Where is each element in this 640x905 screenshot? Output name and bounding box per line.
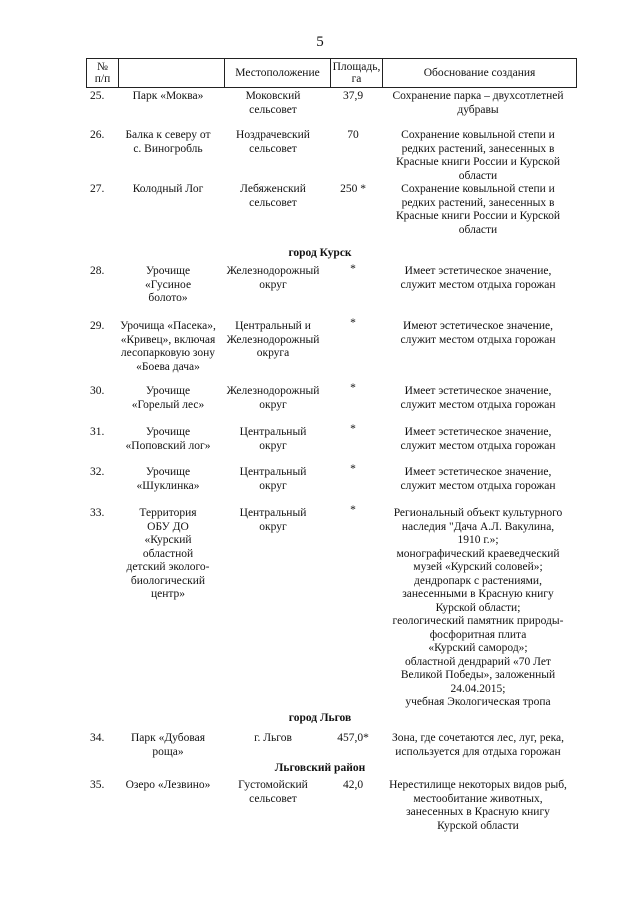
row-32-reason: Имеет эстетическое значение, служит местом отдыха горожан [400,466,556,492]
row-31-num: 31. [90,426,105,438]
row-34-reason: Зона, где сочетаются лес, луг, река, используется для отдыха горожан [392,732,564,758]
row-29-location: Центральный и Железнодорожный округа [226,320,320,359]
header-area-label: Площадь, га [332,61,381,85]
row-33-name: Территория ОБУ ДО «Курский областной детский эколого- биологический центр» [126,507,210,600]
row-31-reason: Имеет эстетическое значение, служит местом отдыха горожан [400,426,556,452]
row-27-location: Лебяженский сельсовет [240,183,306,209]
row-26-area: 70 [347,129,359,141]
row-25-area: 37,9 [342,90,364,102]
row-32-name: Урочище «Шуклинка» [136,466,200,492]
row-26-location: Ноздрачевский сельсовет [236,129,310,155]
row-35-location: Густомойский сельсовет [238,779,308,805]
row-34-num: 34. [90,732,105,744]
header-num-label: № п/п [94,61,111,85]
row-32-num: 32. [90,466,105,478]
row-29-area: * [350,317,356,329]
row-33-area: * [350,504,356,516]
row-28-num: 28. [90,265,105,277]
row-30-name: Урочище «Горелый лес» [131,385,205,411]
section-kursk: город Курск [288,247,352,259]
section-lgov-city: город Льгов [288,712,352,724]
row-28-area: * [350,263,356,275]
row-27-reason: Сохранение ковыльной степи и редких растений, занесенных в Красные книги России и Курской области [395,183,560,236]
row-33-reason: Региональный объект культурного наследия "Дача А.Л. Вакулина, 1910 г.»; монографический краеведческий музей «Курский соловей»; дендропарк с растениями, занесенными в Красную книгу Курской области; геологический памятник природы- фосфоритная плита «Курский самород»; областной дендрарий «70 Лет Великой Победы», заложенный 24.04.2015; учебная Экологическая тропа [392,507,564,708]
row-31-name: Урочище «Поповский лог» [125,426,211,452]
row-35-reason: Нерестилище некоторых видов рыб, местообитание животных, занесенных в Красную книгу Курской области [389,779,567,832]
row-29-num: 29. [90,320,105,332]
row-25-name: Парк «Моква» [132,90,204,102]
row-29-reason: Имеют эстетическое значение, служит местом отдыха горожан [400,320,556,346]
row-35-name: Озеро «Лезвино» [125,779,211,791]
row-25-num: 25. [90,90,105,102]
row-34-location: г. Льгов [254,732,292,744]
row-31-location: Центральный округ [239,426,307,452]
row-33-num: 33. [90,507,105,519]
row-26-reason: Сохранение ковыльной степи и редких растений, занесенных в Красные книги России и Курской области [395,129,560,182]
row-34-name: Парк «Дубовая роща» [130,732,206,758]
row-33-location: Центральный округ [239,507,307,533]
row-25-location: Моковский сельсовет [245,90,301,116]
header-reason-label: Обоснование создания [423,67,536,79]
row-28-reason: Имеет эстетическое значение, служит местом отдыха горожан [400,265,556,291]
row-30-num: 30. [90,385,105,397]
row-34-area: 457,0* [337,732,369,744]
header-location-label: Местоположение [235,67,320,79]
row-31-area: * [350,423,356,435]
row-26-num: 26. [90,129,105,141]
row-29-name: Урочища «Пасека», «Кривец», включая лесопарковую зону «Боева дача» [120,320,216,373]
row-28-name: Урочище «Гусиное болото» [144,265,192,304]
row-35-area: 42,0 [342,779,364,791]
row-25-reason: Сохранение парка – двухсотлетней дубравы [392,90,564,116]
row-28-location: Железнодорожный округ [226,265,320,291]
row-27-num: 27. [90,183,105,195]
row-26-name: Балка к северу от с. Виногробль [125,129,211,155]
page-number: 5 [316,34,324,50]
row-30-reason: Имеет эстетическое значение, служит местом отдыха горожан [400,385,556,411]
row-27-name: Колодный Лог [132,183,204,195]
section-lgov-district: Льговский район [274,762,366,774]
row-30-location: Железнодорожный округ [226,385,320,411]
row-30-area: * [350,382,356,394]
row-27-area: 250 * [340,183,366,195]
row-35-num: 35. [90,779,105,791]
row-32-area: * [350,463,356,475]
row-32-location: Центральный округ [239,466,307,492]
